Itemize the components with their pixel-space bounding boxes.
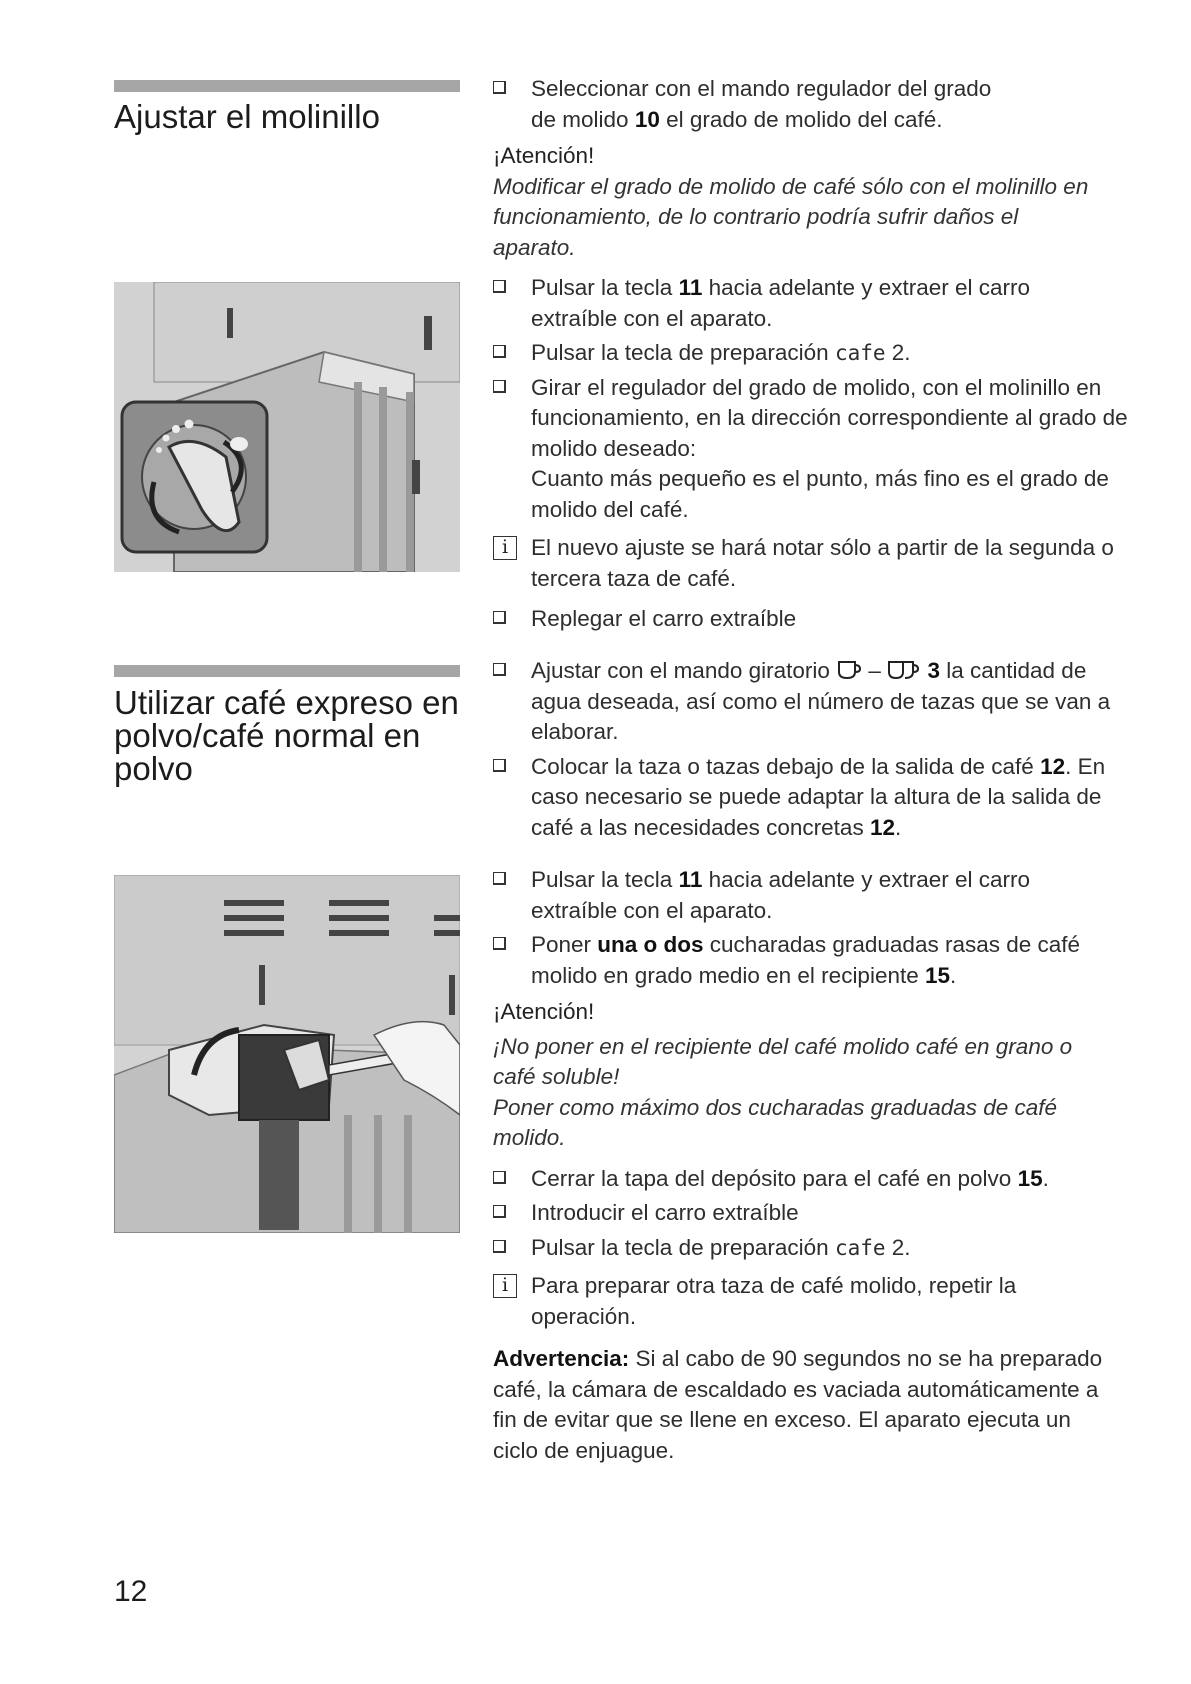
- list-item: Pulsar la tecla de preparación cafe 2.: [493, 1233, 1133, 1264]
- two-cups-icon: [887, 659, 921, 681]
- checkbox-bullet-icon: [493, 280, 506, 293]
- coffee-scoop-icon: [114, 875, 460, 1233]
- list-item: Poner una o dos cucharadas graduadas rasas de café molido en grado medio en el recipiente 15.: [493, 930, 1121, 991]
- attention-text: ¡No poner en el recipiente del café molido café en grano o café soluble!: [493, 1033, 1073, 1089]
- list-item: Colocar la taza o tazas debajo de la salida de café 12. En caso necesario se puede adaptar la altura de la salida de café a las necesidades concretas 12.: [493, 752, 1133, 844]
- checkbox-bullet-icon: [493, 872, 506, 885]
- list-item: Ajustar con el mando giratorio – 3 la cantidad de agua deseada, así como el número de tazas que se van a elaborar.: [493, 656, 1131, 748]
- list-item: Pulsar la tecla de preparación cafe 2.: [493, 338, 1133, 369]
- checkbox-bullet-icon: [493, 81, 506, 94]
- checkbox-bullet-icon: [493, 1240, 506, 1253]
- list-item: Replegar el carro extraíble: [493, 604, 1133, 635]
- checkbox-bullet-icon: [493, 1205, 506, 1218]
- list-item: Introducir el carro extraíble: [493, 1198, 1133, 1229]
- section-divider-bar: [114, 80, 460, 92]
- heading-cafe-en-polvo: Utilizar café expreso en polvo/café normal en polvo: [114, 684, 459, 787]
- list-item: Cerrar la tapa del depósito para el café en polvo 15.: [493, 1164, 1133, 1195]
- grinder-dial-icon: [114, 282, 460, 572]
- list-item: Pulsar la tecla 11 hacia adelante y extraer el carro extraíble con el aparato.: [493, 273, 1101, 334]
- section-divider-bar: [114, 665, 460, 677]
- heading-ajustar-molinillo: Ajustar el molinillo: [114, 98, 380, 135]
- ground-coffee-illustration: [114, 875, 460, 1233]
- checkbox-bullet-icon: [493, 937, 506, 950]
- list-item: Seleccionar con el mando regulador del grado de molido 10 el grado de molido del café.: [493, 74, 1133, 135]
- checkbox-bullet-icon: [493, 345, 506, 358]
- attention-text: Modificar el grado de molido de café sólo con el molinillo en funcionamiento, de lo contrario podría sufrir daños el aparato.: [493, 173, 1089, 260]
- list-item: Girar el regulador del grado de molido, con el molinillo en funcionamiento, en la dirección correspondiente al grado de molido deseado: Cuanto más pequeño es el punto, más fino es el grado de molido del café.: [493, 373, 1131, 526]
- checkbox-bullet-icon: [493, 380, 506, 393]
- info-icon: i: [493, 536, 517, 560]
- info-note: i Para preparar otra taza de café molido, repetir la operación.: [493, 1271, 1031, 1332]
- page-number: 12: [114, 1575, 148, 1608]
- warning-paragraph: Advertencia: Si al cabo de 90 segundos no se ha preparado café, la cámara de escaldado es vaciada automáticamente a fin de evitar que se llene en exceso. El aparato ejecuta un ciclo de enjuague.: [493, 1346, 1103, 1463]
- one-cup-icon: [836, 659, 862, 681]
- checkbox-bullet-icon: [493, 663, 506, 676]
- attention-title: ¡Atención!: [493, 999, 595, 1024]
- checkbox-bullet-icon: [493, 1171, 506, 1184]
- attention-text: Poner como máximo dos cucharadas graduadas de café molido.: [493, 1094, 1058, 1150]
- section1-content: [493, 74, 1133, 639]
- info-icon: i: [493, 1274, 517, 1298]
- checkbox-bullet-icon: [493, 759, 506, 772]
- grinder-adjust-illustration: [114, 282, 460, 572]
- list-item: Pulsar la tecla 11 hacia adelante y extraer el carro extraíble con el aparato.: [493, 865, 1101, 926]
- attention-title: ¡Atención!: [493, 143, 595, 168]
- section2-content: [493, 656, 1133, 1466]
- info-note: i El nuevo ajuste se hará notar sólo a partir de la segunda o tercera taza de café.: [493, 533, 1151, 594]
- warning-label: Advertencia:: [493, 1346, 630, 1371]
- checkbox-bullet-icon: [493, 611, 506, 624]
